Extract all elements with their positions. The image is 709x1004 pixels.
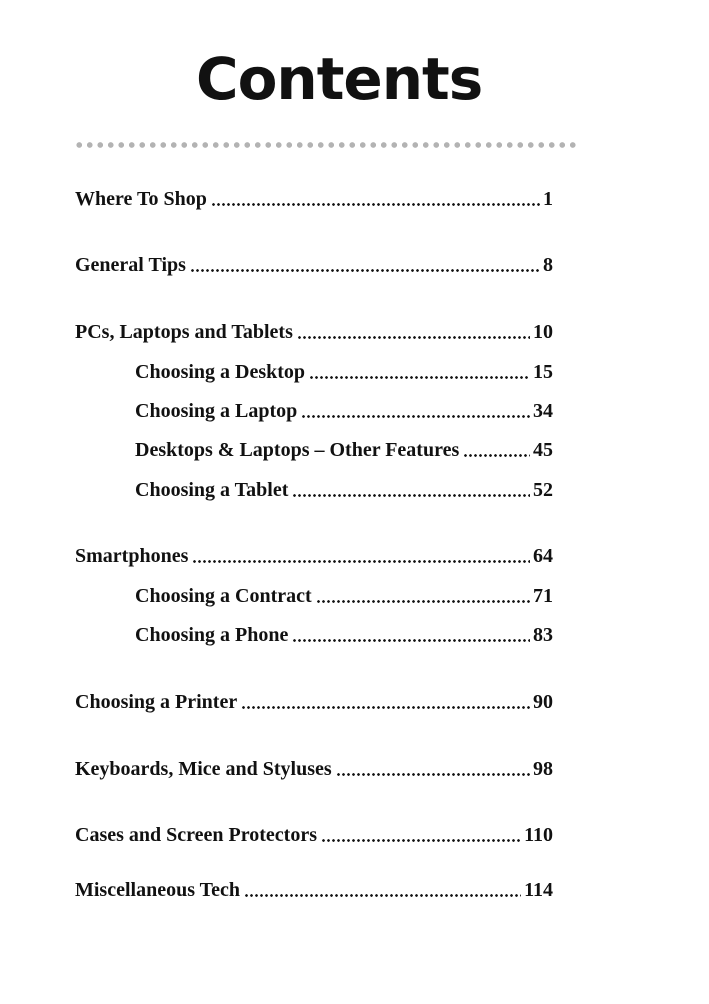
toc-entry-pcs-laptops-tablets[interactable] xyxy=(75,318,553,346)
toc-entry-choosing-contract[interactable] xyxy=(135,582,553,610)
toc-entry-label: Desktops & Laptops – Other Features xyxy=(135,439,460,461)
toc-entry-page: 1 xyxy=(543,188,553,210)
dot-leader xyxy=(190,269,540,272)
dot-leader xyxy=(244,894,521,897)
toc-entry-page: 114 xyxy=(524,879,553,901)
toc-entry-label: Choosing a Printer xyxy=(75,691,238,713)
toc-entry-page: 98 xyxy=(533,758,553,780)
dot-leader xyxy=(292,639,530,642)
toc-entry-general-tips[interactable] xyxy=(75,251,553,279)
toc-entry-page: 52 xyxy=(533,479,553,501)
toc-entry-page: 10 xyxy=(533,321,553,343)
dotted-divider xyxy=(74,141,579,149)
toc-entry-label: Choosing a Desktop xyxy=(135,361,306,383)
toc-entry-where-to-shop[interactable] xyxy=(75,185,553,213)
toc-entry-page: 83 xyxy=(533,624,553,646)
dot-leader xyxy=(316,600,530,603)
toc-entry-label: Smartphones xyxy=(75,545,189,567)
toc-entry-page: 71 xyxy=(533,585,553,607)
dot-leader xyxy=(463,454,530,457)
toc-entry-choosing-phone[interactable] xyxy=(135,621,553,649)
dot-leader xyxy=(309,376,530,379)
dot-leader xyxy=(336,773,530,776)
page-title: Contents xyxy=(196,45,483,113)
toc-entry-page: 45 xyxy=(533,439,553,461)
dot-leader xyxy=(292,494,530,497)
dot-leader xyxy=(301,415,530,418)
dot-leader xyxy=(321,839,521,842)
toc-entry-label: Where To Shop xyxy=(75,188,207,210)
toc-entry-miscellaneous-tech[interactable] xyxy=(75,876,553,904)
toc-entry-label: Choosing a Laptop xyxy=(135,400,298,422)
toc-entry-page: 8 xyxy=(543,254,553,276)
toc-entry-choosing-desktop[interactable] xyxy=(135,358,553,386)
dot-leader xyxy=(297,336,530,339)
toc-entry-page: 90 xyxy=(533,691,553,713)
toc-entry-smartphones[interactable] xyxy=(75,542,553,570)
toc-entry-label: Choosing a Phone xyxy=(135,624,289,646)
toc-entry-label: Choosing a Contract xyxy=(135,585,312,607)
toc-entry-label: Choosing a Tablet xyxy=(135,479,289,501)
toc-entry-choosing-laptop[interactable] xyxy=(135,397,553,425)
toc-entry-keyboards-mice-styluses[interactable] xyxy=(75,755,553,783)
toc-entry-label: PCs, Laptops and Tablets xyxy=(75,321,293,343)
toc-entry-page: 64 xyxy=(533,545,553,567)
toc-entry-label: Miscellaneous Tech xyxy=(75,879,241,901)
toc-entry-cases-screen-protectors[interactable] xyxy=(75,821,553,849)
toc-entry-other-features[interactable] xyxy=(135,436,553,464)
dot-leader xyxy=(211,203,540,206)
toc-entry-choosing-printer[interactable] xyxy=(75,688,553,716)
toc-entry-label: Keyboards, Mice and Styluses xyxy=(75,758,332,780)
toc-entry-label: Cases and Screen Protectors xyxy=(75,824,317,846)
dot-leader xyxy=(241,706,530,709)
dot-leader xyxy=(192,560,530,563)
toc-entry-label: General Tips xyxy=(75,254,186,276)
toc-entry-page: 15 xyxy=(533,361,553,383)
toc-entry-page: 110 xyxy=(524,824,553,846)
toc-entry-page: 34 xyxy=(533,400,553,422)
toc-entry-choosing-tablet[interactable] xyxy=(135,476,553,504)
